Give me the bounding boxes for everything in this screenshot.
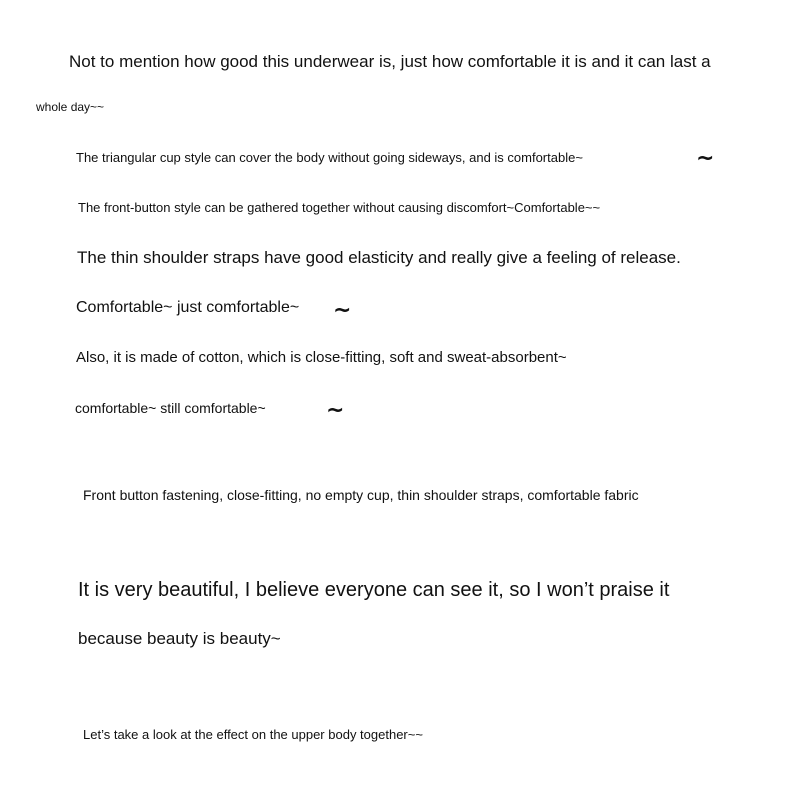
text-line: whole day~~ xyxy=(36,100,105,114)
text-line: Not to mention how good this underwear is, just how comfortable it is and it can last a xyxy=(69,52,711,71)
text-line: The triangular cup style can cover the body without going sideways, and is comfortable~ xyxy=(76,150,583,165)
text-line: Front button fastening, close-fitting, no empty cup, thin shoulder straps, comfortable fabric xyxy=(83,487,639,503)
text-line: Also, it is made of cotton, which is close-fitting, soft and sweat-absorbent~ xyxy=(76,349,567,366)
tilde-mark: ~ xyxy=(333,298,352,323)
tilde-mark: ~ xyxy=(326,398,345,423)
text-line: comfortable~ still comfortable~ xyxy=(75,400,266,416)
text-line: It is very beautiful, I believe everyone can see it, so I won’t praise it xyxy=(78,579,670,601)
tilde-mark: ~ xyxy=(696,146,715,171)
text-line: Let’s take a look at the effect on the upper body together~~ xyxy=(83,727,423,742)
text-line: Comfortable~ just comfortable~ xyxy=(76,299,300,316)
text-line: The thin shoulder straps have good elasticity and really give a feeling of release. xyxy=(77,248,681,267)
text-line: The front-button style can be gathered together without causing discomfort~Comfortable~~ xyxy=(78,200,601,215)
text-line: because beauty is beauty~ xyxy=(78,629,281,648)
